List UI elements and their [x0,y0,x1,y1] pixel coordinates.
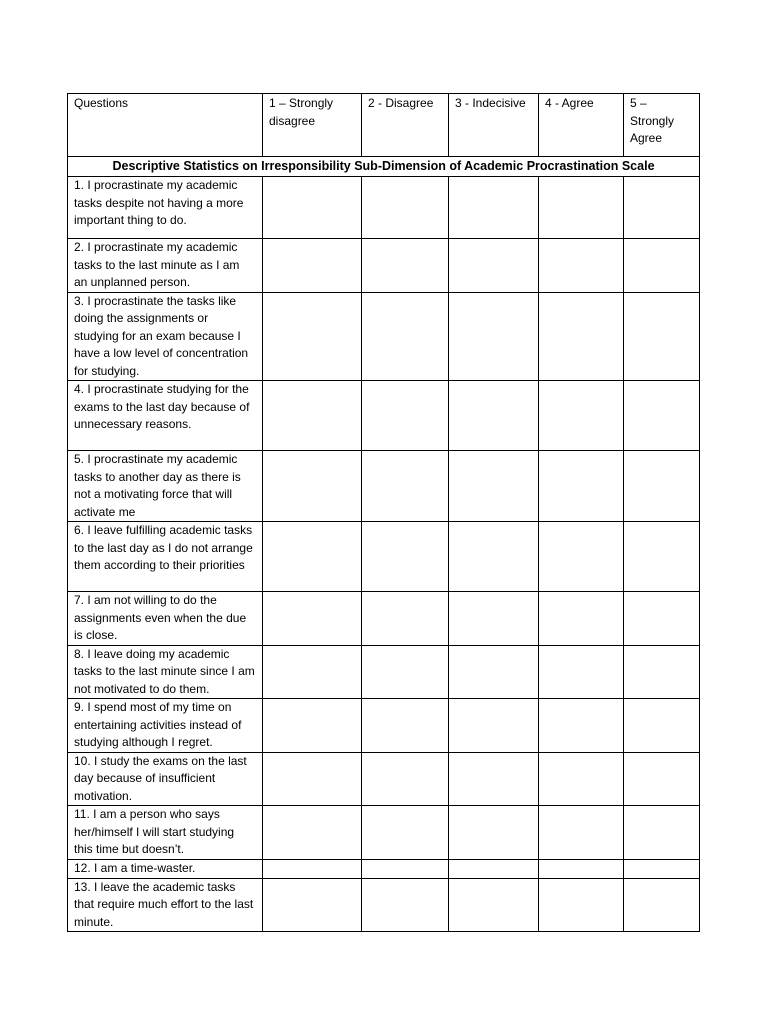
answer-cell-5[interactable] [624,806,700,860]
answer-cell-4[interactable] [539,645,624,699]
answer-cell-3[interactable] [449,451,539,522]
table-row [68,292,700,381]
answer-cell-4[interactable] [539,752,624,806]
answer-cell-1[interactable] [263,878,362,932]
answer-cell-1[interactable] [263,451,362,522]
answer-cell-2[interactable] [362,239,449,293]
answer-cell-3[interactable] [449,859,539,878]
question-cell: 10. I study the exams on the last day because of insufficient motivation. [68,752,263,806]
answer-cell-4[interactable] [539,292,624,381]
answer-cell-2[interactable] [362,645,449,699]
answer-cell-1[interactable] [263,699,362,753]
answer-cell-2[interactable] [362,859,449,878]
question-cell: 6. I leave fulfilling academic tasks to the last day as I do not arrange them according to their priorities [68,522,263,592]
answer-cell-5[interactable] [624,177,700,239]
answer-cell-3[interactable] [449,806,539,860]
answer-cell-2[interactable] [362,806,449,860]
answer-cell-5[interactable] [624,592,700,646]
answer-cell-1[interactable] [263,177,362,239]
answer-cell-2[interactable] [362,752,449,806]
answer-cell-3[interactable] [449,699,539,753]
question-cell: 13. I leave the academic tasks that require much effort to the last minute. [68,878,263,932]
answer-cell-1[interactable] [263,592,362,646]
question-cell: 2. I procrastinate my academic tasks to the last minute as I am an unplanned person. [68,239,263,293]
answer-cell-3[interactable] [449,522,539,592]
answer-cell-2[interactable] [362,522,449,592]
answer-cell-5[interactable] [624,859,700,878]
answer-cell-4[interactable] [539,859,624,878]
answer-cell-5[interactable] [624,878,700,932]
table-row [68,592,700,646]
header-disagree: 2 - Disagree [362,94,449,157]
table-row [68,878,700,932]
answer-cell-5[interactable] [624,292,700,381]
table-row [68,806,700,860]
answer-cell-4[interactable] [539,878,624,932]
answer-cell-2[interactable] [362,381,449,451]
answer-cell-4[interactable] [539,239,624,293]
answer-cell-2[interactable] [362,177,449,239]
question-cell: 9. I spend most of my time on entertaining activities instead of studying although I regret. [68,699,263,753]
answer-cell-5[interactable] [624,522,700,592]
answer-cell-5[interactable] [624,381,700,451]
answer-cell-5[interactable] [624,752,700,806]
table-row [68,522,700,592]
answer-cell-3[interactable] [449,292,539,381]
answer-cell-4[interactable] [539,806,624,860]
answer-cell-1[interactable] [263,381,362,451]
answer-cell-4[interactable] [539,592,624,646]
answer-cell-3[interactable] [449,645,539,699]
answer-cell-5[interactable] [624,451,700,522]
answer-cell-1[interactable] [263,522,362,592]
answer-cell-1[interactable] [263,645,362,699]
answer-cell-5[interactable] [624,239,700,293]
table-row [68,239,700,293]
answer-cell-3[interactable] [449,381,539,451]
answer-cell-2[interactable] [362,699,449,753]
table-row [68,752,700,806]
table-row [68,451,700,522]
header-strongly-agree: 5 – Strongly Agree [624,94,700,157]
answer-cell-1[interactable] [263,806,362,860]
question-cell: 1. I procrastinate my academic tasks despite not having a more important thing to do. [68,177,263,239]
header-row [68,94,700,157]
answer-cell-4[interactable] [539,177,624,239]
answer-cell-2[interactable] [362,451,449,522]
header-indecisive: 3 - Indecisive [449,94,539,157]
procrastination-survey-table [67,93,700,932]
question-cell: 4. I procrastinate studying for the exams to the last day because of unnecessary reasons. [68,381,263,451]
table-row [68,699,700,753]
answer-cell-3[interactable] [449,177,539,239]
table-title: Descriptive Statistics on Irresponsibility Sub-Dimension of Academic Procrastination Scale [68,157,700,177]
table-row [68,645,700,699]
question-cell: 3. I procrastinate the tasks like doing the assignments or studying for an exam because I have a low level of concentration for studying. [68,292,263,381]
answer-cell-2[interactable] [362,292,449,381]
question-cell: 11. I am a person who says her/himself I will start studying this time but doesn’t. [68,806,263,860]
answer-cell-3[interactable] [449,878,539,932]
answer-cell-4[interactable] [539,522,624,592]
answer-cell-4[interactable] [539,699,624,753]
question-cell: 5. I procrastinate my academic tasks to another day as there is not a motivating force that will activate me [68,451,263,522]
question-cell: 12. I am a time-waster. [68,859,263,878]
question-cell: 8. I leave doing my academic tasks to the last minute since I am not motivated to do them. [68,645,263,699]
answer-cell-1[interactable] [263,859,362,878]
answer-cell-3[interactable] [449,592,539,646]
answer-cell-5[interactable] [624,645,700,699]
answer-cell-1[interactable] [263,239,362,293]
table-row [68,381,700,451]
answer-cell-4[interactable] [539,451,624,522]
answer-cell-1[interactable] [263,292,362,381]
question-cell: 7. I am not willing to do the assignments even when the due is close. [68,592,263,646]
answer-cell-3[interactable] [449,239,539,293]
answer-cell-2[interactable] [362,878,449,932]
answer-cell-2[interactable] [362,592,449,646]
title-row [68,157,700,177]
answer-cell-4[interactable] [539,381,624,451]
answer-cell-3[interactable] [449,752,539,806]
table-row [68,859,700,878]
answer-cell-5[interactable] [624,699,700,753]
header-questions: Questions [68,94,263,157]
header-strongly-disagree: 1 – Strongly disagree [263,94,362,157]
header-agree: 4 - Agree [539,94,624,157]
answer-cell-1[interactable] [263,752,362,806]
table-row [68,177,700,239]
